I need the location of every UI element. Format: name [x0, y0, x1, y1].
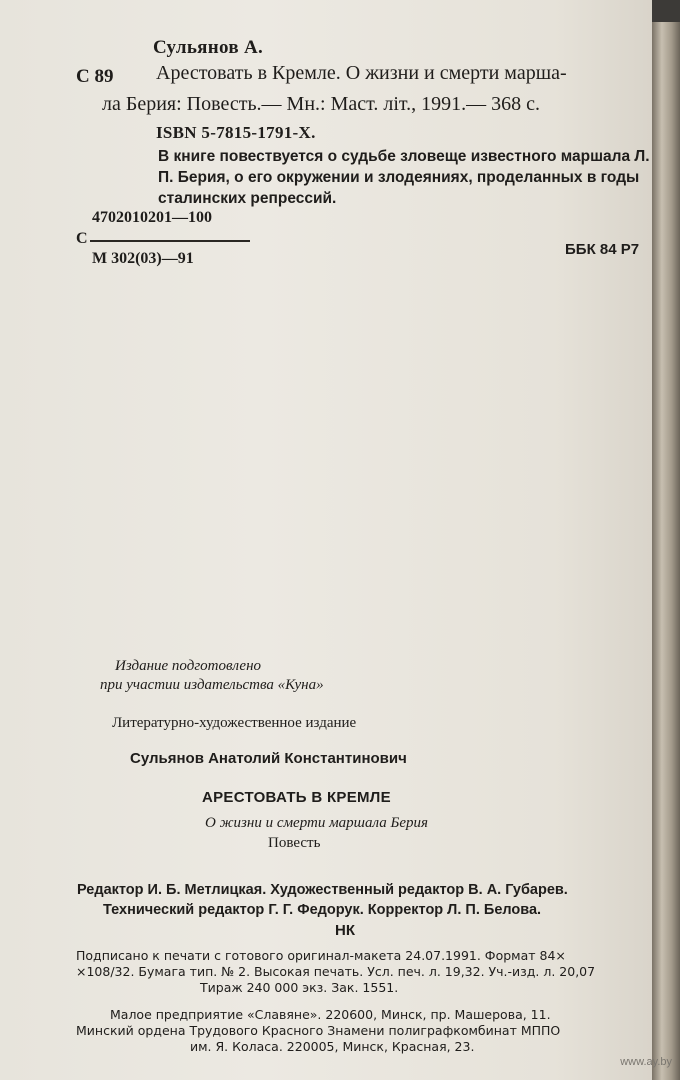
fraction-line: [90, 240, 250, 242]
author-code: С 89: [76, 66, 114, 87]
book-genre: Повесть: [268, 835, 321, 851]
book-subtitle: О жизни и смерти маршала Берия: [205, 815, 428, 831]
watermark: www.ay.by: [620, 1056, 672, 1068]
publisher-line2: Минский ордена Трудового Красного Знамени полиграфкомбинат МППО: [76, 1023, 561, 1038]
isbn: ISBN 5-7815-1791-Х.: [156, 123, 316, 142]
author-name: Сульянов А.: [153, 37, 264, 58]
bibliographic-title-line2: ла Берия: Повесть.— Мн.: Маст. літ., 1991.— 368 с.: [102, 93, 541, 115]
annotation: В книге повествуется о судьбе зловеще известного маршала Л. П. Берия, о его окружении и злодеяниях, проделанных в годы сталинских репрессий.: [158, 148, 650, 207]
publisher-line1: Малое предприятие «Славяне». 220600, Минск, пр. Машерова, 11.: [110, 1007, 551, 1022]
background-corner: [652, 0, 680, 22]
prepared-line1: Издание подготовлено: [115, 658, 262, 674]
classification-letter: С: [76, 230, 88, 247]
print-info-line2: ×108/32. Бумага тип. № 2. Высокая печать. Усл. печ. л. 19,32. Уч.-изд. л. 20,07: [76, 964, 596, 979]
edition-type: Литературно-художественное издание: [112, 715, 357, 731]
classification-number-bottom: М 302(03)—91: [92, 250, 194, 267]
bbk-index: ББК 84 Р7: [565, 241, 640, 258]
print-info-line3: Тираж 240 000 экз. Зак. 1551.: [200, 980, 399, 995]
prepared-line2: при участии издательства «Куна»: [100, 677, 324, 693]
page-edge: [652, 0, 680, 1080]
publisher-line3: им. Я. Коласа. 220005, Минск, Красная, 23.: [190, 1039, 475, 1054]
nk-mark: НК: [335, 922, 355, 939]
author-full-name: Сульянов Анатолий Константинович: [130, 750, 407, 767]
print-info-line1: Подписано к печати с готового оригинал-макета 24.07.1991. Формат 84×: [76, 948, 566, 963]
credits-line2: Технический редактор Г. Г. Федорук. Корректор Л. П. Белова.: [103, 902, 542, 918]
book-title: АРЕСТОВАТЬ В КРЕМЛЕ: [202, 789, 391, 806]
credits-line1: Редактор И. Б. Метлицкая. Художественный редактор В. А. Губарев.: [77, 882, 568, 898]
bibliographic-title-line1: Арестовать в Кремле. О жизни и смерти марша-: [156, 62, 567, 84]
classification-number-top: 4702010201—100: [92, 209, 212, 226]
